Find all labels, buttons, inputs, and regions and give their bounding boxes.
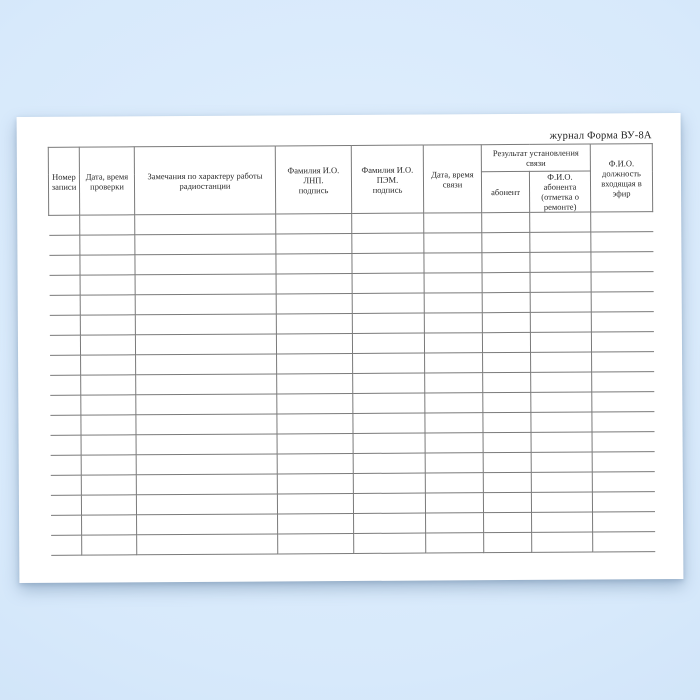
table-cell-empty [425,493,483,513]
table-cell-empty [424,233,482,253]
table-cell-empty [424,333,482,353]
table-cell-empty [49,235,80,255]
table-cell-empty [137,514,278,535]
table-cell-empty [50,355,81,375]
table-cell-empty [591,212,653,232]
table-cell-empty [592,372,654,392]
table-cell-empty [483,352,531,372]
table-cell-empty [136,354,277,375]
table-cell-empty [483,392,531,412]
table-cell-empty [591,272,653,292]
table-cell-empty [482,292,530,312]
table-cell-empty [531,372,592,392]
table-cell-empty [531,392,592,412]
table-cell-empty [50,495,81,515]
col-header-lnp-signature: Фамилия И.О. ЛНП. подпись [275,145,351,213]
table-cell-empty [276,273,352,293]
col-header-remarks: Замечания по характеру работы радиостанции [134,146,275,215]
form-code-label: журнал Форма ВУ-8А [549,130,652,142]
table-cell-empty [51,515,82,535]
table-cell-empty [482,252,530,272]
table-cell-empty [484,512,532,532]
table-cell-empty [425,353,483,373]
table-cell-empty [135,254,276,275]
table-cell-empty [352,293,424,313]
table-cell-empty [354,513,426,533]
table-cell-empty [353,393,425,413]
table-cell-empty [82,535,137,555]
table-cell-empty [353,453,425,473]
table-cell-empty [50,455,81,475]
table-cell-empty [81,415,136,435]
table-cell-empty [277,453,353,473]
table-cell-empty [482,332,530,352]
table-cell-empty [137,534,278,555]
table-cell-empty [277,393,353,413]
table-cell-empty [531,472,592,492]
table-cell-empty [593,532,655,552]
table-cell-empty [136,434,277,455]
table-cell-empty [352,273,424,293]
table-cell-empty [354,533,426,553]
table-cell-empty [424,213,482,233]
table-cell-empty [353,433,425,453]
table-cell-empty [530,212,591,232]
table-cell-empty [530,232,591,252]
table-cell-empty [276,313,352,333]
table-cell-empty [531,452,592,472]
table-cell-empty [276,253,352,273]
table-cell-empty [483,452,531,472]
table-cell-empty [277,373,353,393]
table-cell-empty [136,494,277,515]
table-cell-empty [276,333,352,353]
table-cell-empty [592,452,654,472]
table-cell-empty [278,533,354,553]
table-cell-empty [426,533,484,553]
table-cell-empty [483,372,531,392]
table-cell-empty [483,432,531,452]
table-cell-empty [81,455,136,475]
table-cell-empty [425,453,483,473]
table-cell-empty [591,252,653,272]
table-cell-empty [80,335,135,355]
table-cell-empty [49,315,80,335]
table-cell-empty [425,473,483,493]
table-cell-empty [135,294,276,315]
table-cell-empty [277,493,353,513]
table-cell-empty [483,492,531,512]
table-cell-empty [50,395,81,415]
table-cell-empty [531,412,592,432]
table-cell-empty [49,255,80,275]
table-header [48,144,652,216]
table-cell-empty [51,535,82,555]
table-cell-empty [530,252,591,272]
table-cell-empty [530,272,591,292]
table-cell-empty [530,332,591,352]
table-cell-empty [135,314,276,335]
col-header-comm-datetime: Дата, время связи [423,145,481,213]
log-table-body [49,212,655,556]
table-cell-empty [592,412,654,432]
table-cell-empty [135,334,276,355]
col-header-entering-fio: Ф.И.О. должность входящая в эфир [590,144,652,212]
table-cell-empty [135,214,276,235]
table-cell-empty [592,492,654,512]
table-cell-empty [80,235,135,255]
table-cell-empty [80,275,135,295]
table-cell-empty [49,295,80,315]
table-cell-empty [531,492,592,512]
table-cell-empty [352,253,424,273]
table-cell-empty [352,313,424,333]
table-cell-empty [424,273,482,293]
table-cell-empty [80,295,135,315]
table-cell-empty [530,292,591,312]
table-cell-empty [81,495,136,515]
table-cell-empty [50,375,81,395]
table-cell-empty [135,274,276,295]
table-cell-empty [82,515,137,535]
table-cell-empty [591,332,653,352]
table-cell-empty [532,512,593,532]
col-header-subscriber: абонент [481,171,529,212]
table-cell-empty [482,312,530,332]
table-cell-empty [49,335,80,355]
table-cell-empty [353,473,425,493]
table-cell-empty [352,333,424,353]
table-cell-empty [591,292,653,312]
col-header-pem-signature: Фамилия И.О. ПЭМ. подпись [351,145,423,213]
header-row-top [48,144,652,175]
table-cell-empty [591,232,653,252]
table-cell-empty [425,413,483,433]
table-cell-empty [531,432,592,452]
table-cell-empty [50,415,81,435]
table-cell-empty [277,413,353,433]
table-cell-empty [424,313,482,333]
table-cell-empty [352,233,424,253]
table-cell-empty [425,393,483,413]
table-cell-empty [136,394,277,415]
table-cell-empty [276,233,352,253]
table-cell-empty [484,532,532,552]
table-cell-empty [482,272,530,292]
table-cell-empty [591,312,653,332]
table-cell-empty [353,353,425,373]
table-cell-empty [353,373,425,393]
table-cell-empty [80,215,135,235]
table-cell-empty [483,412,531,432]
table-cell-empty [532,532,593,552]
form-content [48,130,655,556]
table-cell-empty [424,253,482,273]
col-header-result-group: Результат установления связи [481,144,590,172]
table-cell-empty [425,433,483,453]
table-cell-empty [81,435,136,455]
table-cell-empty [592,472,654,492]
form-page [17,113,684,583]
table-cell-empty [81,375,136,395]
radio-log-table [48,143,656,556]
table-cell-empty [276,213,352,233]
table-cell-empty [424,293,482,313]
table-cell-empty [593,512,655,532]
table-cell-empty [136,414,277,435]
table-cell-empty [136,454,277,475]
table-cell-empty [530,312,591,332]
table-cell-empty [49,275,80,295]
table-cell-empty [592,392,654,412]
table-cell-empty [49,215,80,235]
table-cell-empty [50,475,81,495]
table-cell-empty [425,373,483,393]
col-header-subscriber-fio: Ф.И.О. абонента (отметка о ремонте) [529,171,590,212]
table-cell-empty [81,355,136,375]
table-cell-empty [592,352,654,372]
col-header-record-number: Номер записи [48,147,79,215]
table-cell-empty [483,472,531,492]
table-cell-empty [277,473,353,493]
table-cell-empty [278,513,354,533]
table-row [51,532,655,556]
table-cell-empty [531,352,592,372]
table-cell-empty [276,293,352,313]
table-cell-empty [353,413,425,433]
table-cell-empty [426,513,484,533]
table-cell-empty [352,213,424,233]
table-cell-empty [80,315,135,335]
table-cell-empty [482,232,530,252]
table-cell-empty [277,433,353,453]
table-cell-empty [81,475,136,495]
table-cell-empty [482,212,530,232]
table-cell-empty [277,353,353,373]
table-cell-empty [353,493,425,513]
table-cell-empty [592,432,654,452]
table-cell-empty [80,255,135,275]
table-cell-empty [136,474,277,495]
table-cell-empty [50,435,81,455]
table-cell-empty [135,234,276,255]
col-header-check-datetime: Дата, время проверки [79,147,134,215]
table-cell-empty [81,395,136,415]
table-cell-empty [136,374,277,395]
